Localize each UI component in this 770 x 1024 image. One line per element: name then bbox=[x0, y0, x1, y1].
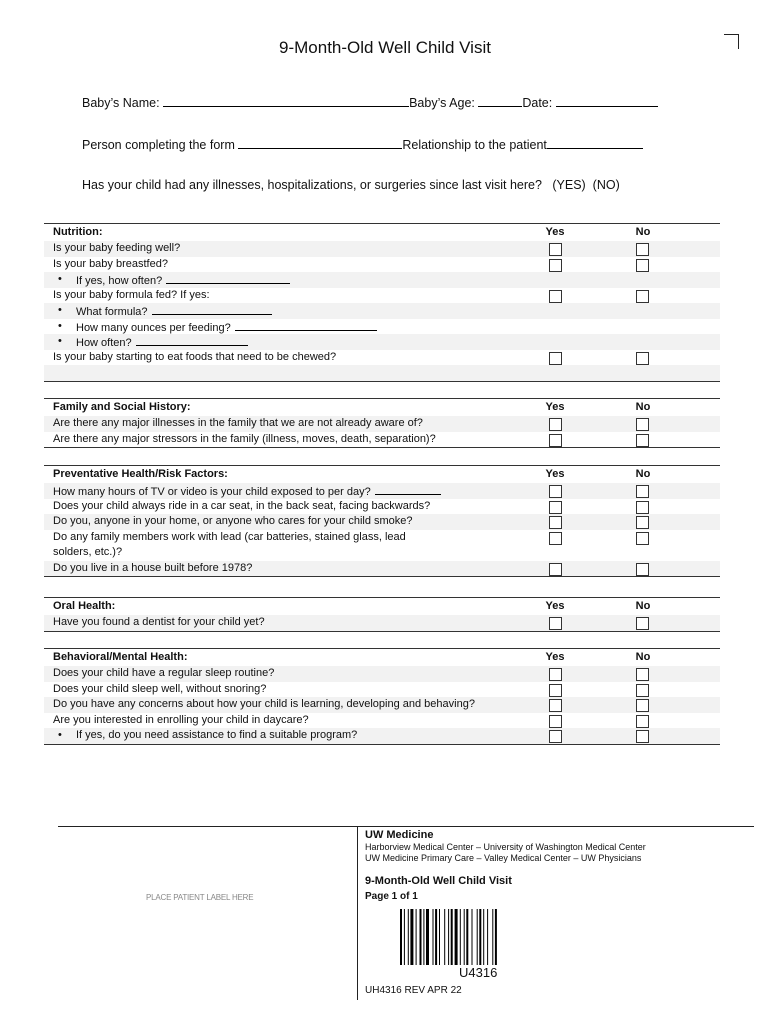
illness-no-option[interactable]: (NO) bbox=[592, 178, 620, 192]
section-heading: Nutrition: bbox=[53, 226, 103, 238]
yes-checkbox[interactable] bbox=[549, 532, 562, 545]
yes-checkbox[interactable] bbox=[549, 418, 562, 431]
footer-divider bbox=[357, 826, 358, 1000]
question-text bbox=[53, 530, 406, 561]
barcode-bar bbox=[416, 909, 417, 965]
question-row bbox=[44, 416, 720, 432]
yes-checkbox[interactable] bbox=[549, 617, 562, 630]
barcode-bar bbox=[433, 909, 434, 965]
date-label: Date: bbox=[522, 96, 553, 110]
barcode-bar bbox=[479, 909, 481, 965]
no-checkbox[interactable] bbox=[636, 668, 649, 681]
yes-checkbox[interactable] bbox=[549, 352, 562, 365]
barcode-bar bbox=[487, 909, 488, 965]
baby-age-field[interactable] bbox=[478, 94, 522, 107]
barcode-bar bbox=[435, 909, 437, 965]
formula-often-field[interactable] bbox=[136, 334, 248, 346]
page-title: 9-Month-Old Well Child Visit bbox=[279, 38, 491, 57]
no-checkbox[interactable] bbox=[636, 501, 649, 514]
person-label: Person completing the form bbox=[82, 138, 235, 152]
question-row bbox=[44, 483, 720, 499]
barcode-bar bbox=[426, 909, 429, 965]
nutrition-section bbox=[44, 223, 720, 382]
illness-yes-option[interactable]: (YES) bbox=[552, 178, 586, 192]
no-checkbox[interactable] bbox=[636, 563, 649, 576]
question-row bbox=[44, 272, 720, 288]
question-text: Are there any major stressors in the family (illness, moves, death, separation)? bbox=[53, 432, 436, 445]
baby-info-line bbox=[82, 94, 658, 110]
yes-column-label: Yes bbox=[545, 468, 565, 480]
question-text: Do you, anyone in your home, or anyone who cares for your child smoke? bbox=[53, 515, 413, 527]
question-text: Do you live in a house built before 1978? bbox=[53, 561, 253, 574]
question-text-inner: How many hours of TV or video is your child exposed to per day? bbox=[53, 486, 371, 498]
section-header bbox=[44, 648, 720, 666]
barcode-bar bbox=[477, 909, 478, 965]
ounces-field[interactable] bbox=[235, 319, 377, 331]
section-header bbox=[44, 223, 720, 241]
oral-section bbox=[44, 597, 720, 632]
section-header bbox=[44, 398, 720, 416]
no-checkbox[interactable] bbox=[636, 730, 649, 743]
yes-column-label: Yes bbox=[545, 651, 565, 663]
question-text: Is your baby formula fed? If yes: bbox=[53, 288, 210, 301]
org-line-2: UW Medicine Primary Care – Valley Medical Center – UW Physicians bbox=[365, 853, 642, 863]
footer-rule-left bbox=[58, 826, 358, 827]
question-text: Is your baby feeding well? bbox=[53, 242, 181, 254]
no-checkbox[interactable] bbox=[636, 259, 649, 272]
question-row bbox=[44, 303, 720, 319]
no-checkbox[interactable] bbox=[636, 516, 649, 529]
relationship-label: Relationship to the patient bbox=[402, 138, 547, 152]
yes-column-label: Yes bbox=[545, 600, 565, 612]
empty-row bbox=[44, 365, 720, 382]
question-text: Have you found a dentist for your child yet? bbox=[53, 616, 265, 628]
section-header bbox=[44, 465, 720, 483]
date-field[interactable] bbox=[556, 94, 658, 107]
sub-question-text: • If yes, do you need assistance to find a suitable program? bbox=[76, 728, 357, 744]
sub-question-text: How often? bbox=[76, 337, 132, 349]
barcode-bar bbox=[444, 909, 445, 965]
question-text: Does your child have a regular sleep routine? bbox=[53, 667, 275, 679]
relationship-field[interactable] bbox=[547, 136, 643, 149]
yes-checkbox[interactable] bbox=[549, 485, 562, 498]
question-text: Does your child sleep well, without snoring? bbox=[53, 682, 267, 695]
yes-column-label: Yes bbox=[545, 401, 565, 413]
question-row bbox=[44, 713, 720, 729]
section-heading: Oral Health: bbox=[53, 600, 116, 612]
no-checkbox[interactable] bbox=[636, 684, 649, 697]
sub-question-text: What formula? bbox=[76, 306, 148, 318]
barcode-bar bbox=[410, 909, 413, 965]
behavioral-section bbox=[44, 648, 720, 745]
section-heading: Family and Social History: bbox=[53, 401, 191, 413]
form-code: UH4316 REV APR 22 bbox=[365, 985, 462, 996]
org-name: UW Medicine bbox=[365, 829, 434, 841]
question-row bbox=[44, 615, 720, 632]
yes-column-label: Yes bbox=[545, 226, 565, 238]
family-section bbox=[44, 398, 720, 448]
no-checkbox[interactable] bbox=[636, 290, 649, 303]
no-checkbox[interactable] bbox=[636, 617, 649, 630]
barcode-bar bbox=[451, 909, 453, 965]
yes-checkbox[interactable] bbox=[549, 290, 562, 303]
barcode-text: U4316 bbox=[459, 965, 498, 980]
no-checkbox[interactable] bbox=[636, 699, 649, 712]
footer-rule-right bbox=[358, 826, 754, 827]
question-row bbox=[44, 350, 720, 366]
barcode-bar bbox=[420, 909, 422, 965]
yes-checkbox[interactable] bbox=[549, 699, 562, 712]
barcode-icon bbox=[400, 909, 530, 965]
barcode-bar bbox=[448, 909, 449, 965]
question-line-1: Do any family members work with lead (car batteries, stained glass, lead bbox=[53, 530, 406, 543]
baby-name-field[interactable] bbox=[163, 94, 409, 107]
yes-checkbox[interactable] bbox=[549, 516, 562, 529]
no-checkbox[interactable] bbox=[636, 715, 649, 728]
no-checkbox[interactable] bbox=[636, 434, 649, 447]
no-column-label: No bbox=[635, 600, 651, 612]
yes-checkbox[interactable] bbox=[549, 684, 562, 697]
yes-checkbox[interactable] bbox=[549, 243, 562, 256]
barcode-bar bbox=[404, 909, 405, 965]
barcode-bar bbox=[400, 909, 402, 965]
question-row bbox=[44, 697, 720, 713]
question-row bbox=[44, 334, 720, 350]
question-row bbox=[44, 666, 720, 682]
question-row bbox=[44, 530, 720, 561]
yes-checkbox[interactable] bbox=[549, 715, 562, 728]
no-checkbox[interactable] bbox=[636, 418, 649, 431]
barcode-bar bbox=[455, 909, 458, 965]
question-row bbox=[44, 241, 720, 257]
yes-checkbox[interactable] bbox=[549, 668, 562, 681]
sub-question-text: If yes, how often? bbox=[76, 275, 163, 287]
no-column-label: No bbox=[635, 401, 651, 413]
yes-checkbox[interactable] bbox=[549, 563, 562, 576]
baby-name-label: Baby’s Name: bbox=[82, 96, 160, 110]
illness-question: Has your child had any illnesses, hospitalizations, or surgeries since last visit here? bbox=[82, 178, 542, 192]
question-text: Are there any major illnesses in the family that we are not already aware of? bbox=[53, 417, 423, 429]
preventative-section bbox=[44, 465, 720, 577]
question-row bbox=[44, 728, 720, 745]
illness-line bbox=[82, 178, 620, 192]
no-checkbox[interactable] bbox=[636, 243, 649, 256]
barcode-bar bbox=[439, 909, 440, 965]
how-often-field[interactable] bbox=[166, 272, 290, 284]
page-number: Page 1 of 1 bbox=[365, 891, 418, 902]
yes-checkbox[interactable] bbox=[549, 730, 562, 743]
sub-question-text: How many ounces per feeding? bbox=[76, 321, 231, 334]
question-row bbox=[44, 561, 720, 578]
person-line bbox=[82, 136, 643, 152]
barcode-bar bbox=[466, 909, 468, 965]
baby-age-label: Baby’s Age: bbox=[409, 96, 475, 110]
patient-label-placeholder: PLACE PATIENT LABEL HERE bbox=[146, 893, 254, 902]
question-text: Does your child always ride in a car seat, in the back seat, facing backwards? bbox=[53, 499, 431, 512]
question-text: Are you interested in enrolling your child in daycare? bbox=[53, 713, 309, 726]
formula-field[interactable] bbox=[152, 303, 272, 315]
barcode-bar bbox=[492, 909, 493, 965]
org-line-1: Harborview Medical Center – University of Washington Medical Center bbox=[365, 842, 646, 852]
question-text: Is your baby starting to eat foods that need to be chewed? bbox=[53, 350, 337, 363]
barcode-bar bbox=[472, 909, 473, 965]
no-column-label: No bbox=[635, 468, 651, 480]
question-row bbox=[44, 432, 720, 449]
no-checkbox[interactable] bbox=[636, 485, 649, 498]
tv-hours-field[interactable] bbox=[375, 483, 441, 495]
question-text: Is your baby breastfed? bbox=[53, 257, 168, 270]
section-header bbox=[44, 597, 720, 615]
barcode-bar bbox=[464, 909, 465, 965]
question-row bbox=[44, 319, 720, 335]
no-checkbox[interactable] bbox=[636, 352, 649, 365]
person-field[interactable] bbox=[238, 136, 402, 149]
yes-checkbox[interactable] bbox=[549, 434, 562, 447]
footer-form-title: 9-Month-Old Well Child Visit bbox=[365, 875, 512, 887]
question-row bbox=[44, 682, 720, 698]
question-row bbox=[44, 499, 720, 515]
section-heading: Behavioral/Mental Health: bbox=[53, 651, 188, 663]
barcode-bar bbox=[423, 909, 424, 965]
no-checkbox[interactable] bbox=[636, 532, 649, 545]
question-row bbox=[44, 514, 720, 530]
barcode-bar bbox=[408, 909, 409, 965]
barcode-bar bbox=[460, 909, 461, 965]
yes-checkbox[interactable] bbox=[549, 501, 562, 514]
barcode-bar bbox=[495, 909, 497, 965]
no-column-label: No bbox=[635, 651, 651, 663]
barcode-bar bbox=[483, 909, 484, 965]
question-row bbox=[44, 288, 720, 304]
question-line-2: solders, etc.)? bbox=[53, 546, 123, 558]
yes-checkbox[interactable] bbox=[549, 259, 562, 272]
no-column-label: No bbox=[635, 226, 651, 238]
question-text: Do you have any concerns about how your child is learning, developing and behaving? bbox=[53, 698, 475, 710]
section-heading: Preventative Health/Risk Factors: bbox=[53, 468, 228, 480]
question-row bbox=[44, 257, 720, 273]
